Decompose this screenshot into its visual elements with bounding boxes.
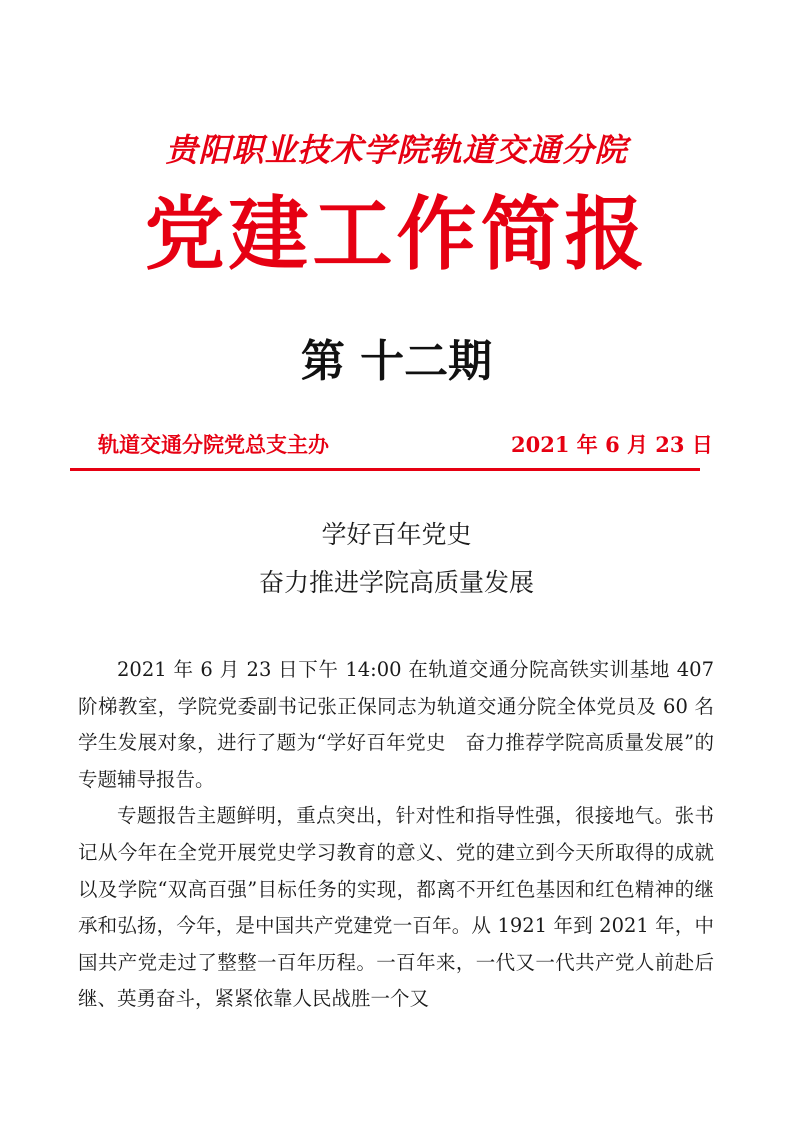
sponsor-line: 轨道交通分院党总支主办 [98,432,329,457]
article-paragraph-1: 2021 年 6 月 23 日下午 14:00 在轨道交通分院高铁实训基地 407 阶梯教室，学院党委副书记张正保同志为轨道交通分院全体党员及 60 名学生发展对象，进行了题为“学好百年党史 奋力推荐学院高质量发展”的专题辅导报告。 [78,658,714,791]
issue-number: 第 十二期 [300,336,493,387]
issue-date: 2021 年 6 月 23 日 [511,432,713,457]
header-divider [70,468,700,471]
article-title-line-1: 学好百年党史 [321,520,472,549]
article-paragraph-2: 专题报告主题鲜明，重点突出，针对性和指导性强，很接地气。张书记从今年在全党开展党史学习教育的意义、党的建立到今天所取得的成就以及学院“双高百强”目标任务的实现，都离不开红色基因和红色精神的继承和弘扬，今年，是中国共产党建党一百年。从 1921 年到 2021 年，中国共产党走过了整整一百年历程。一百年来，一代又一代共产党人前赴后继、英勇奋斗，紧紧依靠人民战胜一个又 [78,804,714,1011]
organization-name: 贵阳职业技术学院轨道交通分院 [165,131,628,169]
article-body [78,652,714,1018]
article-title-line-2: 奋力推进学院高质量发展 [258,568,534,597]
newsletter-masthead: 党建工作简报 [144,188,649,281]
